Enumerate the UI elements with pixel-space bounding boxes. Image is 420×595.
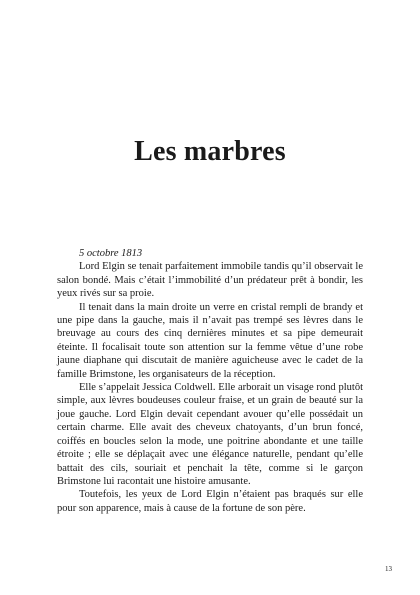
- paragraph: Lord Elgin se tenait parfaitement immobile tandis qu’il observait le salon bondé. Mais c’était l’immobilité d’un prédateur prêt à bondir, les yeux rivés sur sa proie.: [57, 261, 363, 300]
- chapter-text: [57, 247, 363, 515]
- chapter-date: 5 octobre 1813: [79, 248, 143, 259]
- chapter-title: Les marbres: [134, 136, 286, 167]
- paragraph: Il tenait dans la main droite un verre en cristal rempli de brandy et une pipe dans la gauche, mais il n’avait pas trempé ses lèvres dans le breuvage au cours des cinq dernières minutes et sa pipe demeurait éteinte. Il focalisait toute son attention sur la femme vêtue d’une robe jaune diaphane qui discutait de manière aguicheuse avec le cadet de la famille Brimstone, les organisateurs de la réception.: [57, 301, 363, 380]
- paragraph: Elle s’appelait Jessica Coldwell. Elle arborait un visage rond plutôt simple, aux lèvres boudeuses couleur fraise, et un grain de beauté sur la joue gauche. Lord Elgin devait cependant avouer qu’elle possédait un certain charme. Elle avait des cheveux chatoyants, d’un brun foncé, coiffés en boucles selon la mode, une poitrine abondante et une taille étroite ; elle se déplaçait avec une élégance naturelle, pendant qu’elle battait des cils, souriait et penchait la tête, comme si le garçon Brimstone lui racontait une histoire amusante.: [57, 382, 363, 487]
- page-number: 13: [385, 565, 392, 573]
- paragraph: Toutefois, les yeux de Lord Elgin n’étaient pas braqués sur elle pour son apparence, mais à cause de la fortune de son père.: [57, 489, 363, 514]
